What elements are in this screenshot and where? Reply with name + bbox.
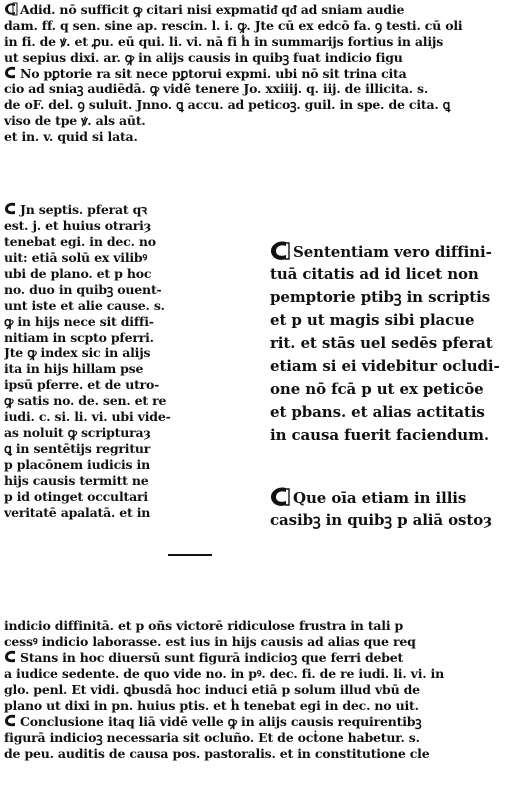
text-line: ubi de plano. et p hoc: [4, 265, 152, 281]
text-line: et pbans. et alias actitatis: [270, 403, 485, 421]
text-line: as noluit ꝙ scripturaȝ: [4, 425, 151, 441]
left-column: [4, 202, 226, 521]
text-line: cio ad sniaꝫ audiēdā. ꝙ vidẽ tenere Jo. xxiiij. q. iij. de illicita. s.: [4, 81, 429, 97]
text-line: ꝗ in sentētijs regritur: [4, 441, 151, 457]
text-line: Jn septis. pferat qꝛ: [4, 202, 226, 218]
text-line: est. j. et huius otrariȝ: [4, 217, 152, 233]
text-line: plano ut dixi in pn. huius ptis. et ḣ tenebat egi in dec. no uit.: [4, 697, 419, 713]
text-line: cessꝰ indicio laborasse. est ius in hijs causis ad alias que req: [4, 633, 416, 649]
text-line: No pꝑtorie ra sit nece pꝑtorui expmi. ubi nō sit trina cita: [4, 66, 524, 82]
text-line: hijs causis termitt ne: [4, 472, 149, 488]
text-line: Conclusione itaq liā vidē velle ꝙ in alijs causis requirentibꝫ: [4, 714, 524, 730]
text-line: p placōnem iudicis in: [4, 457, 150, 472]
text-line: in causa fuerit faciendum.: [270, 426, 489, 444]
bottom-text-block: [4, 618, 524, 761]
text-line: Adid. nō sufficit ꝙ citari nisi expmatiᵭ qᵭ ad sniam audie: [4, 2, 524, 18]
text-line: uit: etiā solū ex vilibꝰ: [4, 249, 148, 265]
text-line: et p ut magis sibi placue: [270, 311, 475, 329]
paragraph-mark-icon: [4, 202, 18, 216]
right-column-sententiam: [270, 240, 524, 447]
paragraph-mark-icon: [4, 714, 18, 728]
text-line: glo. penl. Et vidi. ꝗbusdā hoc induci etiā p solum illud vbū de: [4, 681, 420, 697]
text-line: iudi. c. si. li. vi. ubi vide-: [4, 409, 171, 425]
text-line: nitiam in scpto pferri.: [4, 329, 154, 345]
text-line: ut sepius dixi. ar. ꝙ in alijs causis in quibꝫ fuat indicio figu: [4, 49, 403, 65]
right-column-que-omnia: [270, 486, 524, 532]
decorated-initial-c-icon: [4, 2, 18, 16]
underline-mark: [168, 554, 212, 556]
text-line: rit. et stās uel sedēs pferat: [270, 334, 493, 352]
decorated-initial-c-icon: [270, 486, 290, 508]
text-line: in fi. de ꝟ. et ꝓu. eū qui. li. vi. nā fi ḣ in summarijs fortius in alijs: [4, 33, 444, 49]
paragraph-mark-icon: [4, 650, 18, 664]
text-line: Sententiam vero diffini-: [270, 240, 524, 263]
top-text-block: [4, 2, 524, 145]
text-line: Stans in hoc diuersū sunt figurā indicioꝫ que ferri debet: [4, 650, 524, 666]
text-line: ꝙ satis no. de. sen. et re: [4, 393, 167, 409]
text-line: tenebat egi. in dec. no: [4, 233, 156, 249]
text-line: unt iste et alie cause. s.: [4, 297, 165, 313]
text-line: p id otinget occultari: [4, 488, 148, 504]
text-line: casibꝫ in quibꝫ p aliā ostoȝ: [270, 511, 493, 529]
text-line: dam. ff. q sen. sine ap. rescin. l. i. ꝙ. Jte cū ex edcō fa. ꝯ testi. cū oli: [4, 17, 463, 33]
text-line: figurā indicioꝫ necessaria sit ocluño. Et de ocṫone habetur. s.: [4, 729, 420, 745]
text-line: de peu. auditis de causa pos. pastoralis. et in constitutione cle: [4, 745, 430, 761]
text-line: veritatē apalatā. et in: [4, 504, 151, 520]
text-line: ꝙ in hijs nece sit diffi-: [4, 313, 154, 329]
text-line: one nō fcā p ut ex peticōe: [270, 380, 484, 398]
text-line: Jte ꝙ index sic in alijs: [4, 345, 151, 361]
text-line: no. duo in quibꝫ ouent-: [4, 281, 162, 297]
text-line: Que oīa etiam in illis: [270, 486, 524, 509]
text-line: etiam si ei videbitur ocludi-: [270, 357, 500, 375]
decorated-initial-c-icon: [270, 240, 290, 262]
text-line: viso de tpe ꝟ. als aūt.: [4, 113, 146, 129]
text-line: ita in hijs hillam pse: [4, 361, 144, 377]
paragraph-mark-icon: [4, 66, 18, 80]
text-line: tuā citatis ad id licet non: [270, 265, 479, 283]
text-line: indicio diffinitā. et p oñs victorē ridiculose frustra in tali p: [4, 618, 404, 633]
text-line: de oF. del. ꝯ suluit. Jnno. ꝗ accu. ad peticoꝫ. guil. in spe. de cita. ꝗ: [4, 97, 451, 113]
text-line: et in. v. quid si lata.: [4, 129, 138, 145]
text-line: pemptorie ptibꝫ in scriptis: [270, 288, 491, 306]
text-line: ipsū pferre. et de utro-: [4, 377, 160, 393]
text-line: a iudice sedente. de quo vide no. in pꝰ. dec. fi. de re iudi. li. vi. in: [4, 665, 444, 681]
